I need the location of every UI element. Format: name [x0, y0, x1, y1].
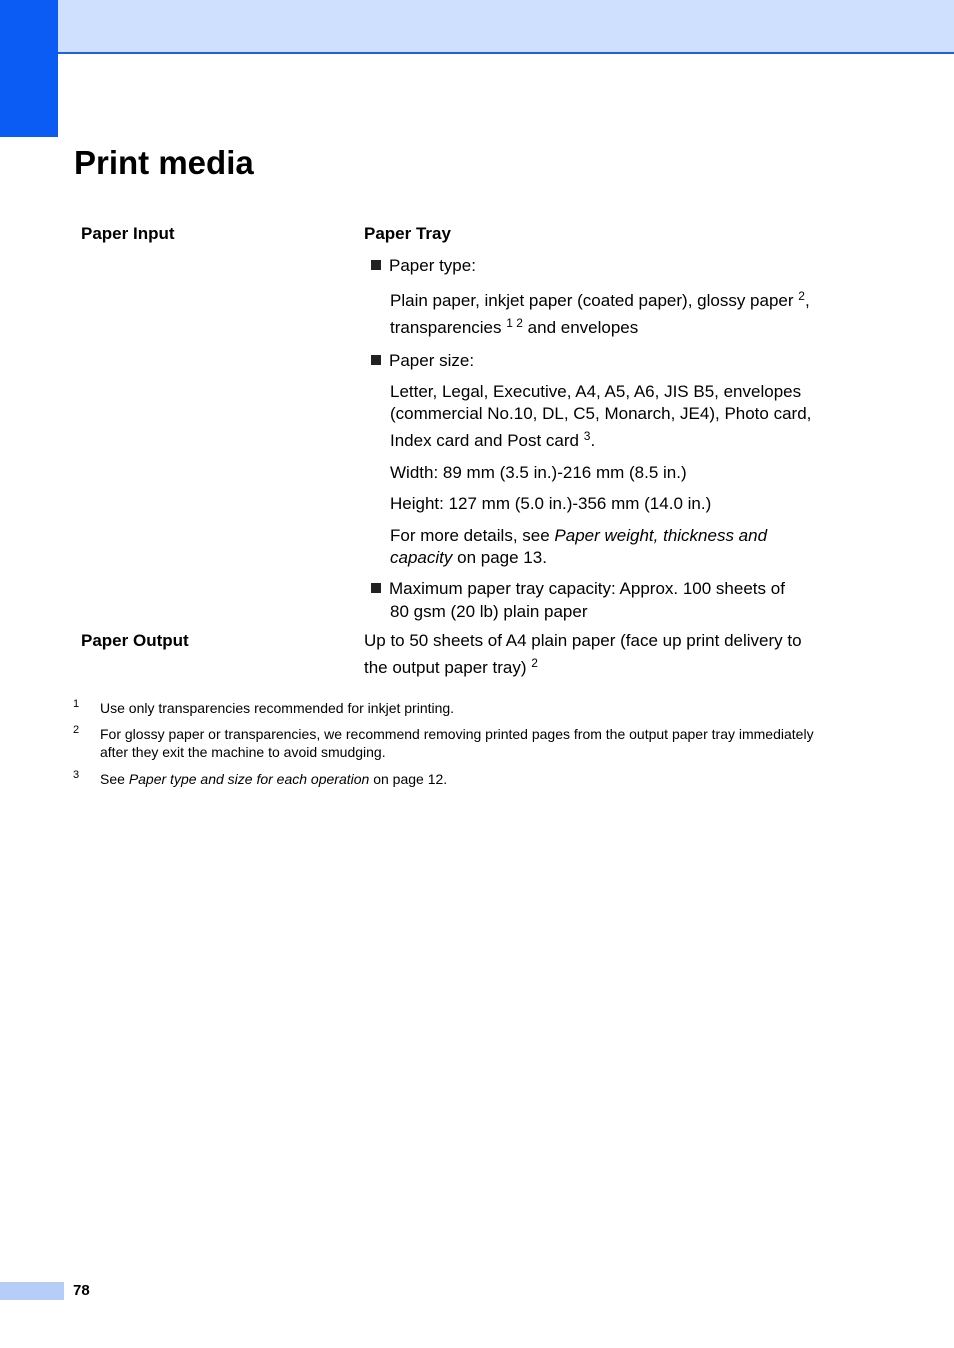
details-line1 [390, 525, 854, 547]
capacity-bullet [371, 578, 851, 600]
page-title: Print media [74, 144, 254, 181]
footnote-ref: 3 [583, 429, 591, 443]
paper-tray-heading: Paper Tray [364, 224, 451, 243]
footnote-text: after they exit the machine to avoid smudging. [100, 744, 386, 760]
paper-type-line2 [390, 317, 854, 339]
details-line2 [390, 547, 854, 569]
paper-size-label: Paper size: [389, 351, 475, 370]
output-line1: Up to 50 sheets of A4 plain paper (face up print delivery to [364, 631, 802, 650]
footnote-ref: 2 [798, 289, 805, 303]
paper-type-bullet [371, 255, 851, 277]
footnote-post: on page 12. [373, 771, 448, 787]
paper-type-label: Paper type: [389, 256, 476, 275]
footnote-text: Use only transparencies recommended for inkjet printing. [100, 700, 455, 716]
footnote-pre: See [100, 771, 125, 787]
punct: . [590, 431, 596, 450]
cross-ref-link[interactable]: Paper weight, thickness and [554, 526, 768, 545]
paper-size-line3 [390, 430, 854, 452]
bullet-square-icon [371, 583, 381, 593]
bullet-square-icon [371, 355, 381, 365]
details-text: For more details, see [390, 526, 550, 545]
footnote-number: 1 [73, 698, 80, 710]
page-number-band [0, 1282, 64, 1300]
details-text: on page 13. [457, 548, 547, 567]
footnote-text: For glossy paper or transparencies, we recommend removing printed pages from the output paper tray immediately [100, 726, 814, 742]
capacity-line2: 80 gsm (20 lb) plain paper [390, 602, 588, 621]
paper-output-label: Paper Output [81, 631, 189, 650]
paper-width: Width: 89 mm (3.5 in.)-216 mm (8.5 in.) [390, 463, 687, 482]
capacity-text: Maximum paper tray capacity: Approx. 100 sheets of [389, 579, 785, 598]
chapter-tab [0, 0, 58, 137]
footnote-ref: 1 2 [506, 316, 523, 330]
paper-size-bullet [371, 350, 851, 372]
cross-ref-link[interactable]: Paper type and size for each operation [128, 771, 370, 787]
paper-size-line1: Letter, Legal, Executive, A4, A5, A6, JIS B5, envelopes [390, 382, 802, 401]
paper-input-label: Paper Input [81, 224, 175, 243]
paper-type-text: transparencies [390, 318, 502, 337]
footnote-text [100, 770, 860, 788]
output-line2 [364, 657, 854, 679]
paper-size-text: Index card and Post card [390, 431, 580, 450]
footnote-number: 2 [73, 724, 80, 736]
header-band [58, 0, 954, 54]
paper-height: Height: 127 mm (5.0 in.)-356 mm (14.0 in.) [390, 494, 712, 513]
paper-type-line1 [390, 290, 854, 312]
bullet-square-icon [371, 260, 381, 270]
output-text: the output paper tray) [364, 658, 527, 677]
paper-type-text: and envelopes [527, 318, 639, 337]
cross-ref-link[interactable]: capacity [390, 548, 453, 567]
footnote-ref: 2 [531, 656, 538, 670]
page-number: 78 [73, 1282, 90, 1299]
paper-type-text: Plain paper, inkjet paper (coated paper), glossy paper [390, 291, 794, 310]
paper-size-line2: (commercial No.10, DL, C5, Monarch, JE4), Photo card, [390, 404, 812, 423]
footnote-number: 3 [73, 769, 80, 781]
punct: , [804, 291, 810, 310]
